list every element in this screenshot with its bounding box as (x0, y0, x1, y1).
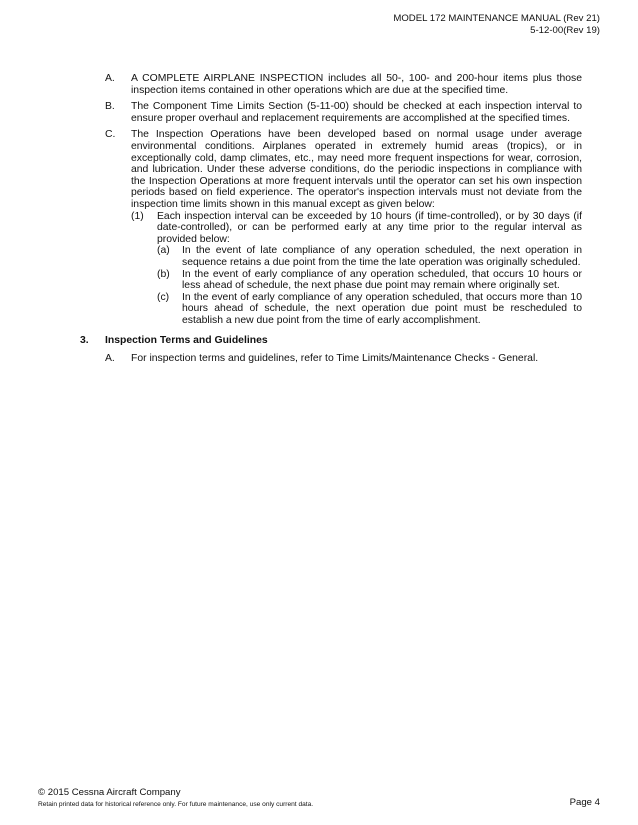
paragraph-text: A COMPLETE AIRPLANE INSPECTION includes all 50-, 100- and 200-hour items plus those inspection items contained in other operations which are due at the specified time. (131, 73, 582, 96)
subitem-text: In the event of early compliance of any operation scheduled, that occurs 10 hours or less ahead of schedule, the next phase due point may remain where originally set. (182, 268, 582, 292)
paragraph-text: For inspection terms and guidelines, refer to Time Limits/Maintenance Checks - General. (131, 353, 539, 365)
section3-paragraph-a (0, 353, 638, 365)
document-body (0, 73, 638, 370)
subitem-text: In the event of early compliance of any operation scheduled, that occurs more than 10 hours ahead of schedule, the next operation due point must be rescheduled to establish a new due point from the time of early accomplishment. (182, 291, 582, 326)
paragraph-label: B. (105, 101, 115, 113)
manual-title: MODEL 172 MAINTENANCE MANUAL (Rev 21) (393, 13, 600, 24)
subitem-b (0, 269, 638, 292)
subparagraph-label: (1) (131, 210, 144, 222)
subparagraph-text: Each inspection interval can be exceeded by 10 hours (if time-controlled), or by 30 days (if date-controlled), or can be performed early at any time prior to the regular interval as provided below: (157, 210, 582, 245)
subitem-text: In the event of late compliance of any operation scheduled, the next operation in sequence retains a due point from the time the late operation was originally scheduled. (182, 245, 582, 268)
subitem-a (0, 245, 638, 268)
subitem-c (0, 292, 638, 327)
paragraph-label: A. (105, 353, 115, 365)
paragraph-c (0, 129, 638, 210)
subitem-label: (b) (157, 268, 170, 280)
page-header (393, 13, 600, 36)
section-title: Inspection Terms and Guidelines (105, 335, 268, 347)
paragraph-text: The Component Time Limits Section (5-11-00) should be checked at each inspection interval to ensure proper overhaul and replacement requirements are accomplished at the specified times. (131, 101, 582, 124)
copyright-text: © 2015 Cessna Aircraft Company (38, 787, 181, 798)
paragraph-label: C. (105, 129, 116, 141)
page-number: Page 4 (569, 797, 600, 808)
paragraph-a (0, 73, 638, 96)
page-footer (38, 787, 313, 809)
section-number: 3. (80, 335, 89, 347)
subitem-label: (c) (157, 291, 170, 303)
paragraph-b (0, 101, 638, 124)
retention-note: Retain printed data for historical reference only. For future maintenance, use only current data. (38, 801, 314, 808)
section-heading (0, 335, 638, 347)
subitem-label: (a) (157, 245, 170, 257)
section-code: 5-12-00(Rev 19) (530, 24, 600, 36)
subparagraph-1 (0, 211, 638, 246)
paragraph-label: A. (105, 73, 115, 84)
paragraph-text: The Inspection Operations have been developed based on normal usage under average environmental conditions. Airplanes operated in extremely humid areas (tropics), or in exceptionally cold, damp climates, etc., may need more frequent inspections for wear, corrosion, and lubrication. Under these adverse conditions, do the periodic inspections in compliance with the Inspection Operations at more frequent intervals until the operator can set his own inspection periods based on field experience. The operator's inspection intervals must not deviate from the inspection time limits shown in this manual except as given below: (131, 129, 582, 210)
